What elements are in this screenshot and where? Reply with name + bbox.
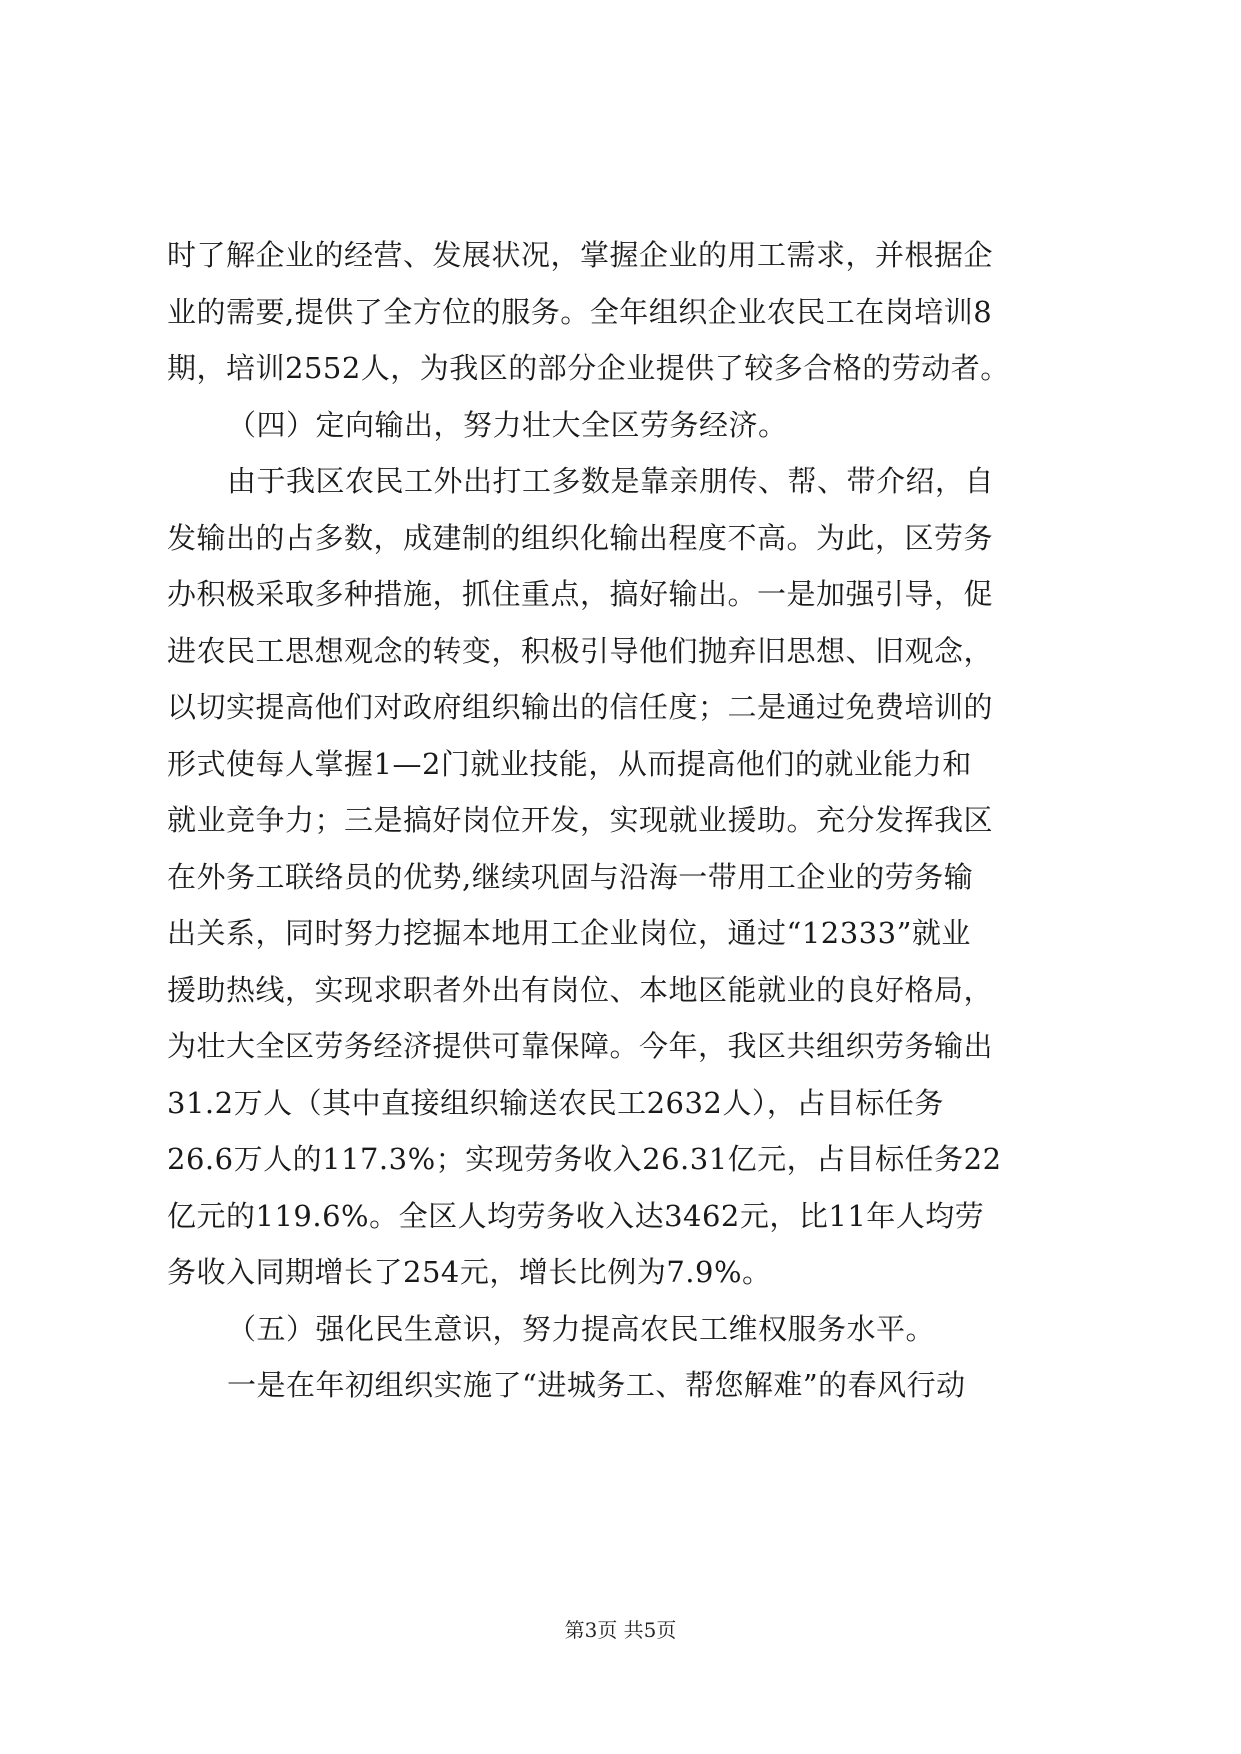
- page-footer: 第3页 共5页: [564, 1618, 677, 1642]
- text-line: 办积极采取多种措施，抓住重点，搞好输出。一是加强引导，促: [167, 577, 994, 611]
- text-line: 进农民工思想观念的转变，积极引导他们抛弃旧思想、旧观念，: [167, 633, 994, 668]
- text-line: （五）强化民生意识，努力提高农民工维权服务水平。: [227, 1311, 936, 1346]
- text-line: 由于我区农民工外出打工多数是靠亲朋传、帮、带介绍，自: [227, 464, 995, 498]
- text-line: 就业竞争力；三是搞好岗位开发，实现就业援助。充分发挥我区: [167, 803, 994, 837]
- text-line: 时了解企业的经营、发展状况，掌握企业的用工需求，并根据企: [167, 238, 994, 272]
- document-body: [167, 227, 1077, 1414]
- text-line: 出关系，同时努力挖掘本地用工企业岗位，通过“12333”就业: [167, 916, 971, 950]
- text-line: 务收入同期增长了254元，增长比例为7.9%。: [167, 1255, 772, 1289]
- text-line: 31.2万人（其中直接组织输送农民工2632人），占目标任务: [167, 1085, 944, 1120]
- text-line: 发输出的占多数，成建制的组织化输出程度不高。为此，区劳务: [167, 520, 994, 555]
- text-line: 亿元的119.6%。全区人均劳务收入达3462元，比11年人均劳: [167, 1198, 985, 1233]
- text-line: 期，培训2552人，为我区的部分企业提供了较多合格的劳动者。: [167, 351, 1010, 385]
- text-line: 以切实提高他们对政府组织输出的信任度；二是通过免费培训的: [167, 690, 994, 724]
- text-line: 援助热线，实现求职者外出有岗位、本地区能就业的良好格局，: [167, 972, 994, 1007]
- text-line: （四）定向输出，努力壮大全区劳务经济。: [227, 407, 788, 442]
- text-line: 在外务工联络员的优势,继续巩固与沿海一带用工企业的劳务输: [167, 859, 974, 894]
- text-line: 一是在年初组织实施了“进城务工、帮您解难”的春风行动: [227, 1368, 966, 1402]
- text-line: 26.6万人的117.3%；实现劳务收入26.31亿元，占目标任务22: [167, 1142, 1002, 1176]
- text-line: 为壮大全区劳务经济提供可靠保障。今年，我区共组织劳务输出: [167, 1029, 994, 1063]
- text-line: 业的需要,提供了全方位的服务。全年组织企业农民工在岗培训8: [167, 294, 993, 329]
- text-line: 形式使每人掌握1—2门就业技能，从而提高他们的就业能力和: [167, 746, 972, 781]
